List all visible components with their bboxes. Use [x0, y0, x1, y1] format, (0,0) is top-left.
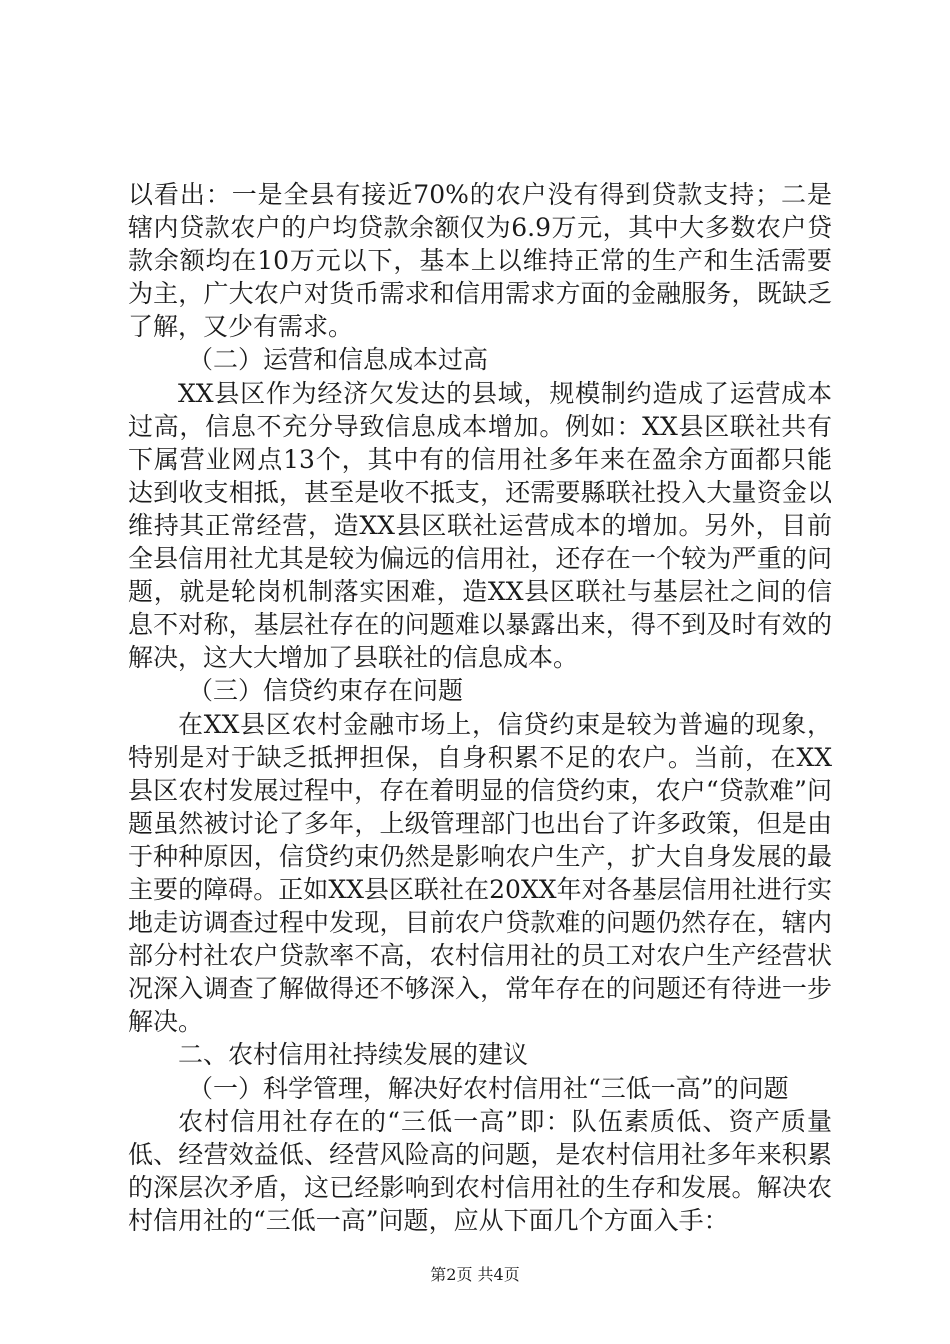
chapter-heading-suggestions: 二、农村信用社持续发展的建议	[178, 1040, 529, 1070]
section-heading-1: （一）科学管理，解决好农村信用社“三低一高”的问题	[188, 1073, 789, 1103]
section-heading-3: （三）信贷约束存在问题	[188, 676, 464, 706]
section-heading-2: （二）运营和信息成本过高	[188, 345, 489, 375]
page-footer: 第2页 共4页	[430, 1265, 520, 1284]
paragraph-three-low-one-high: 农村信用社存在的“三低一高”即：队伍素质低、资产质量低、经营效益低、经营风险高的问题，是农村信用社多年来积累的深层次矛盾，这已经影响到农村信用社的生存和发展。解决农村信用社的“三低一高”问题，应从下面几个方面入手：	[128, 1106, 832, 1235]
paragraph-operating-cost: XX县区作为经济欠发达的县域，规模制约造成了运营成本过高，信息不充分导致信息成本增加。例如：XX县区联社共有下属营业网点13个，其中有的信用社多年来在盈余方面都只能达到收支相抵，甚至是收不抵支，还需要縣联社投入大量资金以维持其正常经营，造XX县区联社运营成本的增加。另外，目前全县信用社尤其是较为偏远的信用社，还存在一个较为严重的问题，就是轮岗机制落实困难，造XX县区联社与基层社之间的信息不对称，基层社存在的问题难以暴露出来，得不到及时有效的解决，这大大增加了县联社的信息成本。	[128, 378, 832, 673]
paragraph-continuation: 以看出：一是全县有接近70%的农户没有得到贷款支持；二是辖内贷款农户的户均贷款余额仅为6.9万元，其中大多数农户贷款余额均在10万元以下，基本上以维持正常的生产和生活需要为主，广大农户对货币需求和信用需求方面的金融服务，既缺乏了解，又少有需求。	[128, 180, 832, 342]
body-text	[128, 178, 832, 1237]
paragraph-credit-constraint: 在XX县区农村金融市场上，信贷约束是较为普遍的现象，特别是对于缺乏抵押担保，自身积累不足的农户。当前，在XX县区农村发展过程中，存在着明显的信贷约束，农户“贷款难”问题虽然被讨论了多年，上级管理部门也出台了许多政策，但是由于种种原因，信贷约束仍然是影响农户生产，扩大自身发展的最主要的障碍。正如XX县区联社在20XX年对各基层信用社进行实地走访调查过程中发现，目前农户贷款难的问题仍然存在，辖内部分村社农户贷款率不高，农村信用社的员工对农户生产经营状况深入调查了解做得还不够深入，常年存在的问题还有待进一步解决。	[128, 709, 832, 1037]
